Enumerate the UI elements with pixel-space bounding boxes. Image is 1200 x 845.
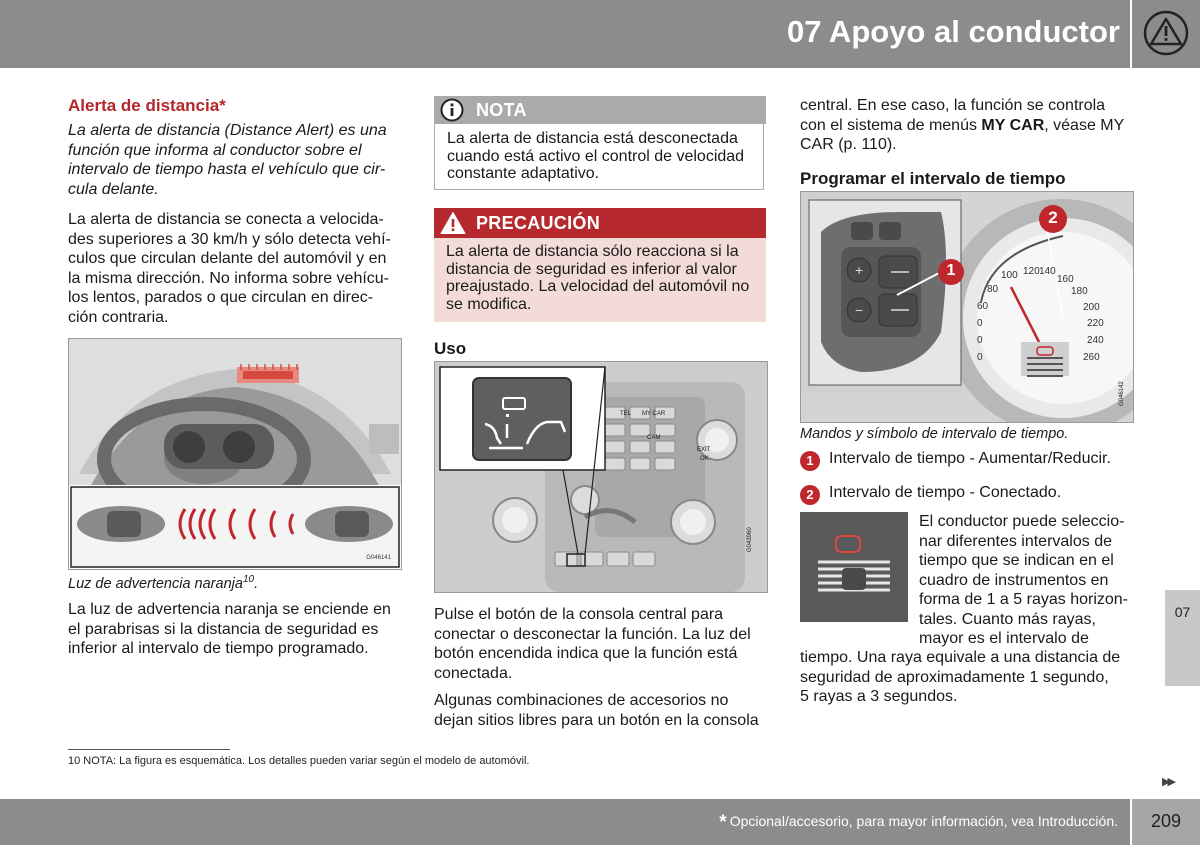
console-cam-label: CAM	[647, 435, 661, 441]
figure-caption: Luz de advertencia naranja$^{10}$.	[68, 574, 259, 592]
double-chevron-right-icon[interactable]: ▶▶	[1162, 776, 1173, 788]
console-ok-label: OK	[700, 456, 709, 462]
chapter-title: 07 Apoyo al conductor	[786, 14, 1120, 49]
marker-2-label: 2	[1048, 208, 1058, 227]
console-mycar-label: MY CAR	[642, 411, 666, 417]
gauge-tick: 240	[1087, 335, 1104, 346]
list-number-badge: 1	[800, 451, 820, 471]
intro-paragraph: La alerta de distancia se conecta a velocida- des superiores a 30 km/h y sólo detecta vehí- culos que circulan delante del automóvil y en la misma dirección. No informa sobre vehícu- los lentos, parados o que circulan en direc- ción contraria.	[68, 211, 391, 326]
page-number: 209	[1150, 811, 1182, 831]
interval-symbol-image	[800, 512, 908, 622]
list-item-text: Intervalo de tiempo - Aumentar/Reducir.	[829, 450, 1111, 467]
chapter-side-tab-label: 07	[1174, 604, 1191, 620]
dashboard-illustration	[68, 338, 402, 570]
note-body: La alerta de distancia está desconectada cuando está activo el control de velocidad constante adaptativo.	[434, 124, 764, 190]
gauge-tick: 160	[1057, 274, 1074, 285]
gauge-tick: 100	[1001, 270, 1018, 281]
caution-header	[434, 208, 766, 238]
gauge-tick: 80	[987, 284, 999, 295]
warning-triangle-icon	[1142, 10, 1190, 56]
footer-note: * Opcional/accesorio, para mayor información, vea Introducción.	[719, 812, 1118, 833]
intro-text: La alerta de distancia (Distance Alert) es una función que informa al conductor sobre el intervalo de tiempo hasta el vehículo que cir- cula delante.	[68, 122, 387, 198]
caution-title: PRECAUCIÓN	[476, 213, 601, 233]
warning-light-paragraph: La luz de advertencia naranja se enciende en el parabrisas si la distancia de seguridad es inferior al intervalo de tiempo programado.	[68, 601, 391, 657]
uso-heading: Uso	[434, 339, 467, 358]
chapter-icon-box	[1132, 0, 1200, 68]
console-exit-label: EXIT	[697, 447, 711, 453]
gauge-caption: Mandos y símbolo de intervalo de tiempo.	[800, 426, 1069, 442]
callout-list	[800, 449, 1140, 517]
footnote: 10 NOTA: La figura es esquemática. Los detalles pueden variar según el modelo de automóvil.	[68, 755, 530, 767]
time-interval-bars-icon	[800, 512, 908, 622]
footnote-divider	[68, 749, 230, 750]
gauge-tick: 0	[977, 318, 983, 329]
wrapped-paragraph: El conductor puede seleccio- nar diferentes intervalos de tiempo que se indican en el cuadro de instrumentos en forma de 1 a 5 rayas horizon- tales. Cuanto más rayas, mayor es el intervalo de	[919, 513, 1128, 647]
list-item-text: Intervalo de tiempo - Conectado.	[829, 484, 1062, 501]
list-item	[800, 449, 1140, 483]
console-tel-label: TEL	[620, 411, 632, 417]
section-heading: Alerta de distancia*	[68, 96, 226, 115]
gauge-tick: 180	[1071, 286, 1088, 297]
asterisk-mark: *	[719, 812, 727, 833]
marker-1-label: 1	[946, 262, 956, 279]
gauge-tick: 60	[977, 301, 989, 312]
console-illustration	[434, 361, 768, 593]
note-title: NOTA	[476, 100, 527, 120]
uso-paragraph-1: Pulse el botón de la consola central para conectar o desconectar la función. La luz del botón encendida indica que la función está conectada.	[434, 606, 751, 682]
gauge-tick: 260	[1083, 352, 1100, 363]
note-header	[434, 96, 766, 124]
caution-triangle-icon	[440, 211, 466, 235]
image-code: G046142	[1119, 381, 1125, 406]
caution-body: La alerta de distancia sólo reacciona si la distancia de seguridad es inferior al valor preajustado. La velocidad del automóvil no se modifica.	[434, 238, 766, 322]
gauge-tick: 220	[1087, 318, 1104, 329]
gauge-tick: 0	[977, 335, 983, 346]
image-code: G043960	[747, 527, 753, 552]
continued-paragraph: central. En ese caso, la función se controla con el sistema de menús MY CAR, véase MY CAR (p. 110).	[800, 97, 1125, 153]
programar-heading: Programar el intervalo de tiempo	[800, 169, 1066, 188]
full-width-paragraph: tiempo. Una raya equivale a una distancia de seguridad de aproximadamente 1 segundo, 5 rayas a 3 segundos.	[800, 649, 1121, 705]
steering-gauge-illustration	[800, 191, 1134, 423]
list-number-badge: 2	[800, 485, 820, 505]
uso-paragraph-2: Algunas combinaciones de accesorios no dejan sitios libres para un botón en la consola	[434, 692, 759, 729]
info-icon	[440, 98, 464, 122]
gauge-tick: 140	[1039, 266, 1056, 277]
svg-text:+: +	[855, 262, 864, 278]
gauge-tick: 0	[977, 352, 983, 363]
gauge-tick: 120	[1023, 266, 1040, 277]
svg-text:−: −	[855, 302, 864, 318]
image-code: G046141	[366, 555, 391, 561]
gauge-tick: 200	[1083, 302, 1100, 313]
car-right-icon	[305, 506, 393, 542]
car-left-icon	[77, 506, 165, 542]
